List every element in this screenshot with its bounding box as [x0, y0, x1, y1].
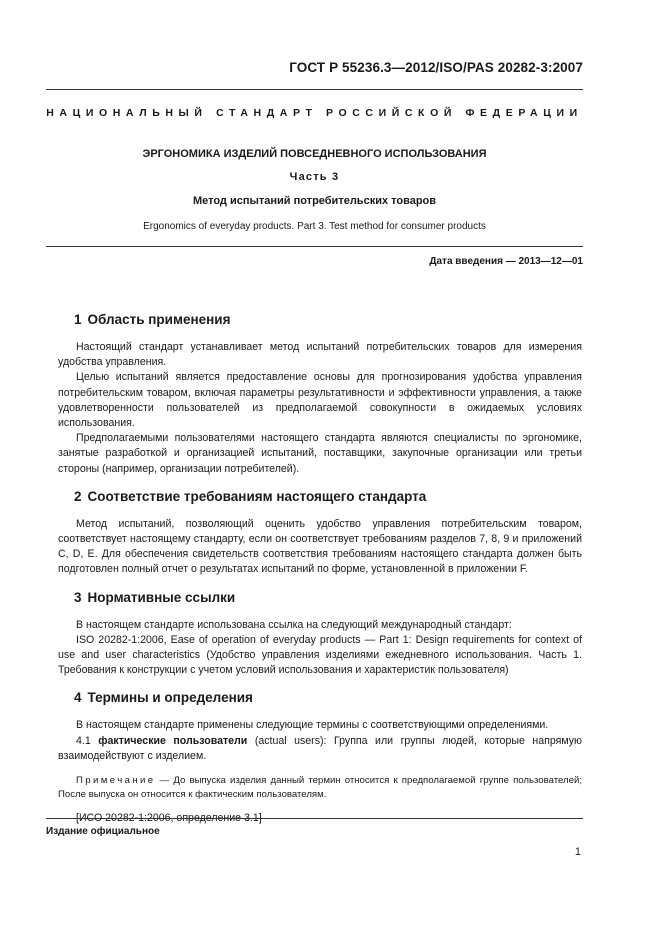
- section-heading: 1 Область применения: [74, 312, 231, 327]
- paragraph: ISO 20282-1:2006, Ease of operation of everyday products — Part 1: Design requirements for context of use and user characteristics (Удобство управления изделиями ежедневного использования. Часть 1. Требования к конструкции с учетом условий использования и характеристик пользователя): [58, 633, 582, 677]
- paragraph: В настоящем стандарте применены следующие термины с соответствующими определениями.: [76, 719, 549, 732]
- document-part: Часть 3: [289, 171, 340, 183]
- section-heading: 4 Термины и определения: [74, 690, 253, 706]
- paragraph: В настоящем стандарте использована ссылка на следующий международный стандарт:: [76, 618, 512, 631]
- edition-label: Издание официальное: [46, 826, 160, 837]
- document-title: ЭРГОНОМИКА ИЗДЕЛИЙ ПОВСЕДНЕВНОГО ИСПОЛЬЗОВАНИЯ: [142, 148, 487, 160]
- title-divider-rule: [46, 246, 583, 247]
- paragraph: Предполагаемыми пользователями настоящего стандарта являются специалисты по эргономике, занятые разработкой и организацией испытаний, поставщики, закупочные организации или третьи стороны (например, организации потребителей).: [58, 432, 582, 475]
- page-number: 1: [574, 846, 581, 858]
- section-heading: 2 Соответствие требованиям настоящего стандарта: [74, 488, 427, 504]
- section-3: [58, 590, 582, 679]
- header-top-rule: [46, 89, 583, 90]
- paragraph: Настоящий стандарт устанавливает метод испытаний потребительских товаров для измерения удобства управления.: [58, 341, 582, 369]
- section-4: [58, 690, 582, 826]
- document-title-english: Ergonomics of everyday products. Part 3. Test method for consumer products: [143, 221, 486, 232]
- section-1: [58, 312, 582, 477]
- introduction-date: Дата введения — 2013—12—01: [429, 256, 583, 267]
- paragraph: Метод испытаний, позволяющий оценить удобство управления потребительским товаром, соответствует настоящему стандарту, если он соответствует требованиям разделов 7, 8, 9 и приложений C, D, E. Для обеспечения свидетельств соответствия требованиям настоящего стандарта должен быть подготовлен полный отчет о результатах испытаний по форме, установленной в приложении F.: [58, 517, 582, 576]
- section-heading: 3 Нормативные ссылки: [74, 589, 236, 605]
- reference: [ИСО 20282-1:2006, определение 3.1]: [76, 812, 262, 825]
- national-standard-heading: НАЦИОНАЛЬНЫЙ СТАНДАРТ РОССИЙСКОЙ ФЕДЕРАЦИИ: [46, 107, 583, 119]
- note-label: Примечание: [76, 775, 156, 787]
- document-number: ГОСТ Р 55236.3—2012/ISO/PAS 20282-3:2007: [289, 60, 583, 75]
- document-subtitle: Метод испытаний потребительских товаров: [192, 195, 437, 207]
- document-body: [58, 312, 582, 838]
- term-name: фактические пользователи: [98, 734, 248, 747]
- section-2: [58, 489, 582, 578]
- note: Примечание — До выпуска изделия данный термин относится к предполагаемой группе пользователей; После выпуска он относится к фактическим пользователям.: [58, 775, 582, 801]
- term-definition: 4.1 фактические пользователи (actual users): Группа или группы людей, которые напрямую взаимодействуют с изделием.: [58, 734, 582, 762]
- footer-rule: [46, 818, 583, 819]
- paragraph: Целью испытаний является предоставление основы для прогнозирования удобства управления потребительским товаром, включая параметры результативности и эффективности управления, а также удовлетворенности пользователей из предполагаемой совокупности в ожидаемых условиях использования.: [58, 371, 582, 430]
